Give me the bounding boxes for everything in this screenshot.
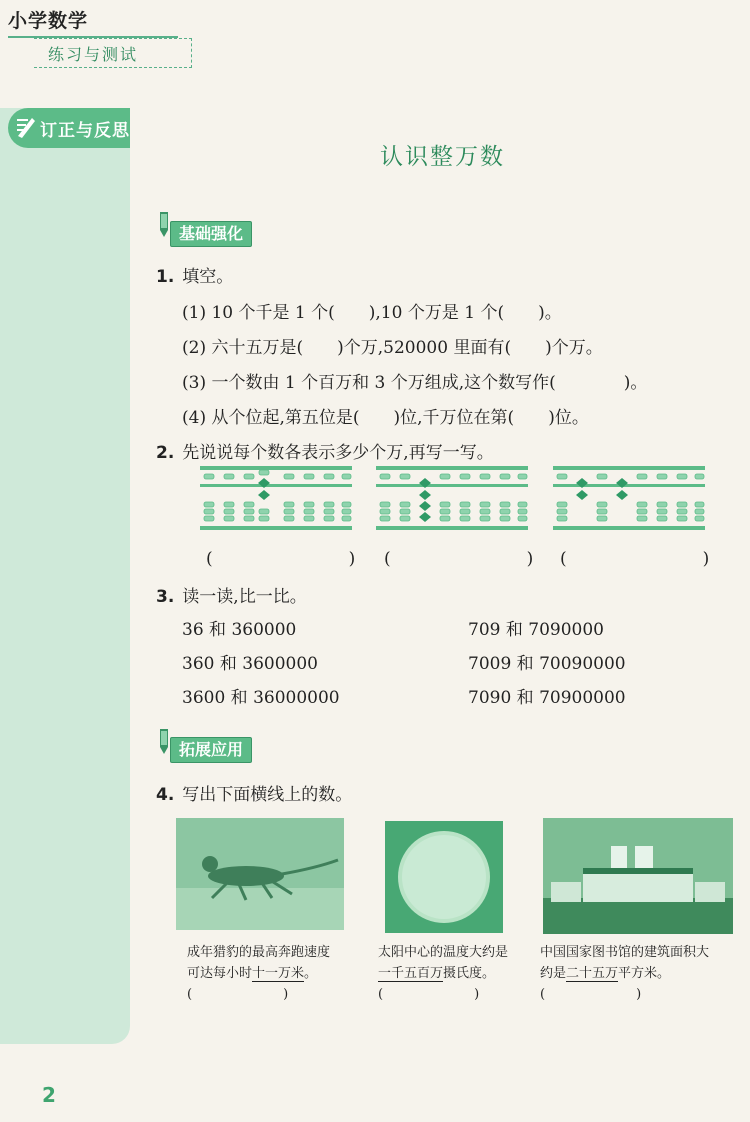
compare-pair: 3600 和 36000000 [182, 688, 340, 708]
question-number: 2. [156, 443, 175, 463]
q1-item-3: (3) 一个数由 1 个百万和 3 个万组成,这个数写作( )。 [182, 373, 648, 393]
question-stem: 读一读,比一比。 [182, 587, 307, 607]
caption-line [540, 963, 709, 984]
caption-cheetah [187, 942, 330, 1005]
compare-pair: 7009 和 70090000 [468, 654, 626, 674]
question-number: 1. [156, 267, 175, 287]
caption-line: 中国国家图书馆的建筑面积大 [540, 945, 710, 960]
caption-text: 约是 [540, 966, 567, 981]
caption-line: 太阳中心的温度大约是 [378, 945, 509, 960]
caption-sun [378, 942, 508, 1005]
compare-pair: 709 和 7090000 [468, 620, 604, 640]
answer-blank[interactable]: ( ) [206, 549, 356, 569]
underlined-number: 一千五百万 [378, 966, 444, 981]
question-2 [156, 438, 494, 463]
question-3 [156, 582, 307, 607]
compare-pair: 360 和 3600000 [182, 654, 318, 674]
underlined-number: 二十五万 [566, 966, 619, 981]
question-number: 4. [156, 785, 175, 805]
caption-library [540, 942, 709, 1005]
caption-line [378, 963, 508, 984]
answer-blank[interactable]: ( ) [384, 549, 534, 569]
question-4 [156, 780, 352, 805]
question-number: 3. [156, 587, 175, 607]
abacus-image [553, 466, 705, 530]
abacus-image [200, 466, 352, 530]
answer-blank[interactable]: ( ) [378, 987, 480, 1002]
caption-text: 平方米。 [618, 966, 671, 981]
caption-text: 摄氏度。 [443, 966, 496, 981]
answer-blank[interactable]: ( ) [560, 549, 710, 569]
sun-photo [385, 821, 503, 933]
underlined-number: 十一万米 [252, 966, 305, 981]
question-stem: 写出下面横线上的数。 [182, 785, 353, 805]
section-extend: 拓展应用 [170, 737, 252, 763]
q1-item-2: (2) 六十五万是( )个万,520000 里面有( )个万。 [182, 338, 603, 358]
library-photo [543, 818, 733, 934]
sidebar-label: 订正与反思 [40, 121, 130, 141]
answer-blank[interactable]: ( ) [187, 987, 289, 1002]
question-stem: 先说说每个数各表示多少个万,再写一写。 [182, 443, 494, 463]
question-1 [156, 262, 233, 287]
reflection-sidebar [0, 108, 130, 1044]
abacus-image [376, 466, 528, 530]
caption-text: 。 [304, 966, 318, 981]
cheetah-photo [176, 818, 344, 930]
q1-item-1: (1) 10 个千是 1 个( ),10 个万是 1 个( )。 [182, 303, 562, 323]
book-subtitle: 练习与测试 [48, 45, 139, 64]
q1-item-4: (4) 从个位起,第五位是( )位,千万位在第( )位。 [182, 408, 589, 428]
pencil-icon [14, 114, 36, 140]
compare-pair: 36 和 360000 [182, 620, 297, 640]
page-number: 2 [42, 1083, 56, 1107]
compare-pair: 7090 和 70900000 [468, 688, 626, 708]
caption-text: 可达每小时 [187, 966, 253, 981]
question-stem: 填空。 [182, 267, 234, 287]
book-title: 小学数学 [8, 10, 89, 32]
caption-line [187, 963, 330, 984]
lesson-title: 认识整万数 [380, 144, 505, 170]
answer-blank[interactable]: ( ) [540, 987, 642, 1002]
section-basic: 基础强化 [170, 221, 252, 247]
caption-line: 成年猎豹的最高奔跑速度 [187, 945, 331, 960]
